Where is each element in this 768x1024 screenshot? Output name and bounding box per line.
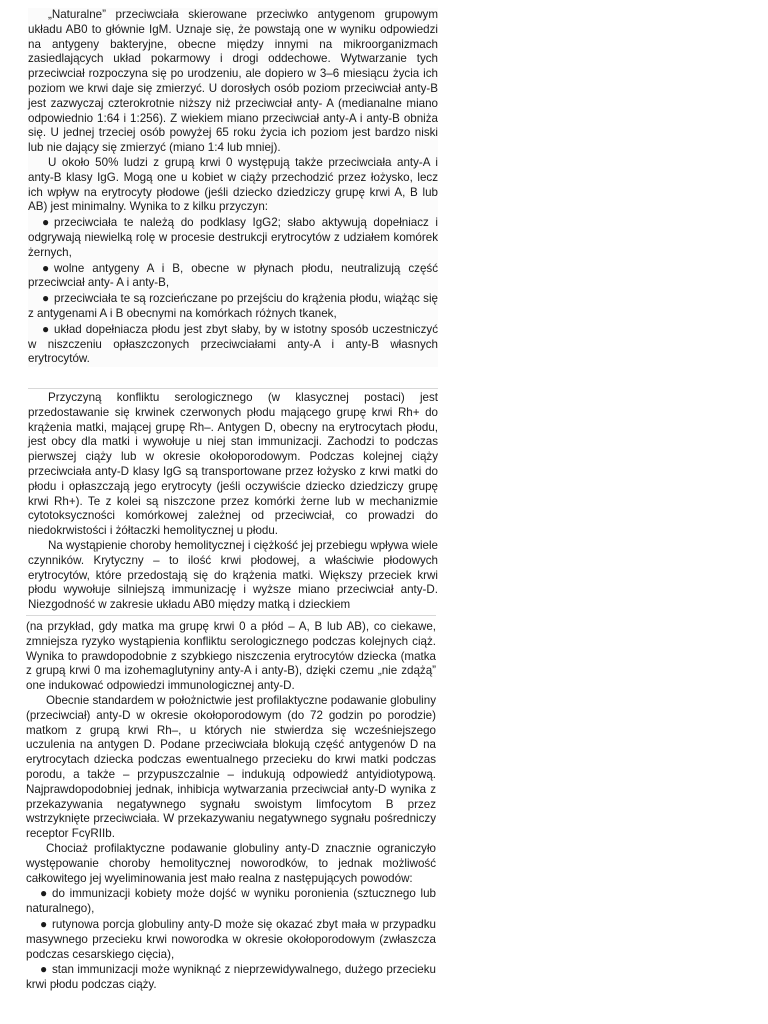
paragraph: Na wystąpienie choroby hemolitycznej i ciężkość jej przebiegu wpływa wiele czynników. Krytyczny – to ilość krwi płodowej, a właściwie płodowych erytrocytów, które przedostają się do krążenia matki. Większy przeciek krwi płodu wywołuje silniejszą immunizację i wyższe miano przeciwciał anty-D. Niezgodność w zakresie układu AB0 między matką i dzieckiem	[28, 538, 438, 612]
text-block-prophylaxis	[26, 615, 436, 993]
text-block-natural-antibodies	[28, 8, 438, 367]
paragraph: Przyczyną konfliktu serologicznego (w klasycznej postaci) jest przedostawanie się krwinek czerwonych płodu mającego grupę krwi Rh+ do krążenia matki, mającej grupę Rh–. Antygen D, obecny na erytrocytach płodu, jest obcy dla matki i wywołuje u niej stan immunizacji. Zachodzi to podczas pierwszej ciąży lub w okresie okołoporodowym. Podczas kolejnej ciąży przeciwciała anty-D klasy IgG są transportowane przez łożysko z krwi matki do płodu i opłaszczają jego erytrocyty (jeśli oczywiście dziecko dziedziczy grupę krwi Rh+). Te z kolei są niszczone przez komórki żerne lub w mechanizmie cytotoksyczności komórkowej zależnej od przeciwciał, co prowadzi do niedokrwistości i żółtaczki hemolitycznej u płodu.	[28, 391, 438, 538]
list-item-text: rutynowa porcja globuliny anty-D może się okazać zbyt mała w przypadku masywnego przecieku krwi noworodka w okresie okołoporodowym (zwłaszcza podczas cesarskiego cięcia),	[26, 917, 436, 961]
list-item	[28, 261, 438, 292]
bullet-icon: ●	[40, 962, 48, 977]
list-item-text: przeciwciała te należą do podklasy IgG2; słabo aktywują dopełniacz i odgrywają niewielką rolę w procesie destrukcji erytrocytów z udziałem komórek żernych,	[28, 216, 438, 259]
list-item-text: wolne antygeny A i B, obecne w płynach płodu, neutralizują część przeciwciał anty- A i anty-B,	[28, 261, 438, 290]
list-item	[26, 917, 436, 962]
list-item-text: do immunizacji kobiety może dojść w wyniku poronienia (sztucznego lub naturalnego),	[26, 887, 436, 916]
list-item	[26, 962, 436, 993]
list-item	[28, 291, 438, 322]
bullet-icon: ●	[40, 886, 48, 901]
bullet-icon: ●	[40, 916, 48, 931]
list-item-text: układ dopełniacza płodu jest zbyt słaby, by w istotny sposób uczestniczyć w niszczeniu opłaszczonych przeciwciałami anty-A i anty-B własnych erytrocytów.	[28, 322, 438, 366]
bullet-icon: ●	[42, 260, 50, 275]
paragraph: Chociaż profilaktyczne podawanie globuliny anty-D znacznie ograniczyło występowanie choroby hemolitycznej noworodków, to jednak możliwość całkowitego jej wyeliminowania jest mało realna z następujących powodów:	[26, 841, 436, 885]
paragraph: „Naturalne” przeciwciała skierowane przeciwko antygenom grupowym układu AB0 to głównie IgM. Uznaje się, że powstają one w wyniku odpowiedzi na antygeny bakteryjne, obecne między innymi na mikroorganizmach zasiedlających układ pokarmowy i drogi oddechowe. Wytwarzanie tych przeciwciał rozpoczyna się po urodzeniu, ale dopiero w 3–6 miesiącu życia ich poziom we krwi daje się zmierzyć. U dorosłych osób poziom przeciwciał anty-B jest zazwyczaj czterokrotnie niższy niż przeciwciał anty- A (medianalne miano odpowiednio 1:64 i 1:256). Z wiekiem miano przeciwciał anty-A i anty-B obniża się. U jednej trzeciej osób powyżej 65 roku życia ich poziom jest bardzo niski lub nie dający się zmierzyć (miano 1:4 lub mniej).	[28, 8, 438, 155]
bullet-icon: ●	[42, 215, 50, 230]
list-item	[28, 322, 438, 367]
list-item	[26, 886, 436, 917]
paragraph: (na przykład, gdy matka ma grupę krwi 0 a płód – A, B lub AB), co ciekawe, zmniejsza ryzyko wystąpienia konfliktu serologicznego podczas kolejnych ciąż. Wynika to prawdopodobnie z szybkiego niszczenia erytrocytów dziecka (matka z grupą krwi 0 ma izohemaglutyniny anty-A i anty-B), dzięki czemu „nie zdążą” one indukować odpowiedzi immunologicznej anty-D.	[26, 620, 436, 693]
bullet-list	[28, 215, 438, 367]
paragraph: Obecnie standardem w położnictwie jest profilaktyczne podawanie globuliny (przeciwciał) anty-D w okresie okołoporodowym (do 72 godzin po porodzie) matkom z grupą krwi Rh–, u których nie stwierdza się wcześniejszego uczulenia na antygen D. Podane przeciwciała blokują część antygenów D na erytrocytach dziecka podczas ewentualnego przecieku do krwi matki podczas porodu, a także – przypuszczalnie – indukują odpowiedź antyidiotypową. Najprawdopodobniej jednak, inhibicja wytwarzania przeciwciał anty-D wynika z przekazywania negatywnego sygnału swoistym limfocytom B przez wstrzyknięte przeciwciała. W przekazywaniu negatywnego sygnału pośredniczy receptor FcγRIIb.	[26, 693, 436, 841]
bullet-icon: ●	[42, 291, 50, 306]
bullet-icon: ●	[42, 321, 50, 336]
list-item	[28, 215, 438, 260]
list-item-text: przeciwciała te są rozcieńczane po przejściu do krążenia płodu, wiążąc się z antygenami A i B obecnymi na komórkach różnych tkanek,	[28, 292, 438, 320]
bullet-list	[26, 886, 436, 993]
text-block-serological-conflict	[28, 388, 438, 613]
paragraph: U około 50% ludzi z grupą krwi 0 występują także przeciwciała anty-A i anty-B klasy IgG. Mogą one u kobiet w ciąży przechodzić przez łożysko, lecz ich wpływ na erytrocyty płodowe (jeśli dziecko dziedziczy grupę krwi A, B lub AB) jest minimalny. Wynika to z kilku przyczyn:	[28, 155, 438, 214]
list-item-text: stan immunizacji może wyniknąć z nieprzewidywalnego, dużego przecieku krwi płodu podczas ciąży.	[26, 963, 436, 992]
